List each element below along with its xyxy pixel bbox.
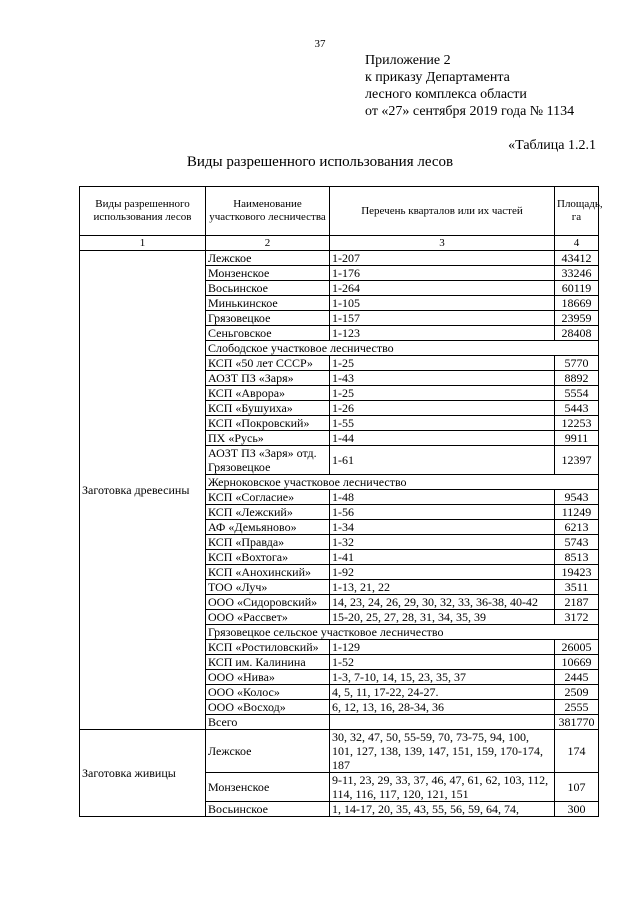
- area-cell: 60119: [555, 281, 599, 296]
- forestry-name: АОЗТ ПЗ «Заря»: [206, 371, 330, 386]
- section-name: Слободское участковое лесничество: [206, 341, 599, 356]
- forestry-name: Монзенское: [206, 773, 330, 802]
- area-cell: 5554: [555, 386, 599, 401]
- area-cell: 11249: [555, 505, 599, 520]
- area-cell: 10669: [555, 655, 599, 670]
- appendix-line: Приложение 2: [365, 53, 451, 68]
- column-number: 4: [555, 236, 599, 251]
- forestry-name: КСП им. Калинина: [206, 655, 330, 670]
- forestry-name: ООО «Восход»: [206, 700, 330, 715]
- forestry-name: КСП «Ростиловский»: [206, 640, 330, 655]
- table-reference: «Таблица 1.2.1: [508, 138, 596, 153]
- quarters-cell: 14, 23, 24, 26, 29, 30, 32, 33, 36-38, 40-42: [330, 595, 555, 610]
- forestry-name: Грязовецкое: [206, 311, 330, 326]
- column-number: 3: [330, 236, 555, 251]
- forestry-name: Лежское: [206, 251, 330, 266]
- area-cell: 381770: [555, 715, 599, 730]
- area-cell: 107: [555, 773, 599, 802]
- quarters-cell: [330, 715, 555, 730]
- forestry-name: Монзенское: [206, 266, 330, 281]
- quarters-cell: 1-13, 21, 22: [330, 580, 555, 595]
- forestry-name: КСП «Покровский»: [206, 416, 330, 431]
- quarters-cell: 6, 12, 13, 16, 28-34, 36: [330, 700, 555, 715]
- area-cell: 3172: [555, 610, 599, 625]
- forestry-name: ПХ «Русь»: [206, 431, 330, 446]
- quarters-cell: 1-44: [330, 431, 555, 446]
- forestry-name: ООО «Рассвет»: [206, 610, 330, 625]
- forestry-name: КСП «Правда»: [206, 535, 330, 550]
- area-cell: 3511: [555, 580, 599, 595]
- quarters-cell: 15-20, 25, 27, 28, 31, 34, 35, 39: [330, 610, 555, 625]
- quarters-cell: 9-11, 23, 29, 33, 37, 46, 47, 61, 62, 103, 112, 114, 116, 117, 120, 121, 151: [330, 773, 555, 802]
- area-cell: 6213: [555, 520, 599, 535]
- area-cell: 174: [555, 730, 599, 773]
- forestry-name: АФ «Демьяново»: [206, 520, 330, 535]
- quarters-cell: 1-92: [330, 565, 555, 580]
- forestry-name: Восьинское: [206, 281, 330, 296]
- area-cell: 5770: [555, 356, 599, 371]
- appendix-line: к приказу Департамента: [365, 70, 510, 85]
- header-forestry-name: Наименование участкового лесничества: [206, 187, 330, 236]
- forestry-name: Всего: [206, 715, 330, 730]
- header-quarters: Перечень кварталов или их частей: [330, 187, 555, 236]
- forestry-name: Минькинское: [206, 296, 330, 311]
- quarters-cell: 1-157: [330, 311, 555, 326]
- quarters-cell: 1-129: [330, 640, 555, 655]
- section-name: Грязовецкое сельское участковое лесничество: [206, 625, 599, 640]
- quarters-cell: 1-41: [330, 550, 555, 565]
- quarters-cell: 1-123: [330, 326, 555, 341]
- area-cell: 9543: [555, 490, 599, 505]
- area-cell: 2445: [555, 670, 599, 685]
- column-number: 2: [206, 236, 330, 251]
- quarters-cell: 1-56: [330, 505, 555, 520]
- area-cell: 28408: [555, 326, 599, 341]
- quarters-cell: 30, 32, 47, 50, 55-59, 70, 73-75, 94, 100, 101, 127, 138, 139, 147, 151, 159, 170-174, 187: [330, 730, 555, 773]
- forestry-name: ООО «Колос»: [206, 685, 330, 700]
- forestry-name: КСП «Бушуиха»: [206, 401, 330, 416]
- area-cell: 12397: [555, 446, 599, 475]
- forest-use-table: [79, 186, 603, 817]
- document-title: Виды разрешенного использования лесов: [186, 154, 454, 170]
- area-cell: 2555: [555, 700, 599, 715]
- area-cell: 5743: [555, 535, 599, 550]
- area-cell: 23959: [555, 311, 599, 326]
- table-row: [80, 251, 599, 266]
- table-row: [80, 730, 599, 773]
- forestry-name: КСП «Вохтога»: [206, 550, 330, 565]
- appendix-line: лесного комплекса области: [365, 87, 527, 102]
- quarters-cell: 1-61: [330, 446, 555, 475]
- forestry-name: КСП «Лежский»: [206, 505, 330, 520]
- area-cell: 19423: [555, 565, 599, 580]
- page-number: 37: [314, 38, 326, 50]
- appendix-block: [365, 52, 574, 120]
- quarters-cell: 1-3, 7-10, 14, 15, 23, 35, 37: [330, 670, 555, 685]
- quarters-cell: 1, 14-17, 20, 35, 43, 55, 56, 59, 64, 74,: [330, 802, 555, 817]
- quarters-cell: 1-105: [330, 296, 555, 311]
- forestry-name: КСП «Аврора»: [206, 386, 330, 401]
- forestry-name: КСП «Согласие»: [206, 490, 330, 505]
- use-type-cell: Заготовка живицы: [80, 730, 206, 817]
- appendix-line: от «27» сентября 2019 года № 1134: [365, 104, 575, 119]
- quarters-cell: 1-25: [330, 356, 555, 371]
- forestry-name: ООО «Сидоровский»: [206, 595, 330, 610]
- area-cell: 8513: [555, 550, 599, 565]
- area-cell: 26005: [555, 640, 599, 655]
- forestry-name: АОЗТ ПЗ «Заря» отд. Грязовецкое: [206, 446, 330, 475]
- header-area: Площадь, га: [555, 187, 599, 236]
- area-cell: 5443: [555, 401, 599, 416]
- area-cell: 18669: [555, 296, 599, 311]
- forestry-name: КСП «Анохинский»: [206, 565, 330, 580]
- forestry-name: КСП «50 лет СССР»: [206, 356, 330, 371]
- quarters-cell: 4, 5, 11, 17-22, 24-27.: [330, 685, 555, 700]
- quarters-cell: 1-55: [330, 416, 555, 431]
- quarters-cell: 1-207: [330, 251, 555, 266]
- quarters-cell: 1-48: [330, 490, 555, 505]
- forestry-name: ООО «Нива»: [206, 670, 330, 685]
- forestry-name: ТОО «Луч»: [206, 580, 330, 595]
- area-cell: 12253: [555, 416, 599, 431]
- area-cell: 300: [555, 802, 599, 817]
- area-cell: 43412: [555, 251, 599, 266]
- quarters-cell: 1-32: [330, 535, 555, 550]
- forestry-name: Лежское: [206, 730, 330, 773]
- column-number: 1: [80, 236, 206, 251]
- area-cell: 8892: [555, 371, 599, 386]
- quarters-cell: 1-25: [330, 386, 555, 401]
- quarters-cell: 1-43: [330, 371, 555, 386]
- use-type-cell: Заготовка древесины: [80, 251, 206, 730]
- area-cell: 9911: [555, 431, 599, 446]
- forestry-name: Сеньговское: [206, 326, 330, 341]
- quarters-cell: 1-26: [330, 401, 555, 416]
- area-cell: 33246: [555, 266, 599, 281]
- quarters-cell: 1-34: [330, 520, 555, 535]
- area-cell: 2509: [555, 685, 599, 700]
- quarters-cell: 1-176: [330, 266, 555, 281]
- quarters-cell: 1-264: [330, 281, 555, 296]
- table-body: [80, 251, 599, 817]
- forestry-name: Восьинское: [206, 802, 330, 817]
- header-use-type: Виды разрешенного использования лесов: [80, 187, 206, 236]
- quarters-cell: 1-52: [330, 655, 555, 670]
- section-name: Жерноковское участковое лесничество: [206, 475, 599, 490]
- area-cell: 2187: [555, 595, 599, 610]
